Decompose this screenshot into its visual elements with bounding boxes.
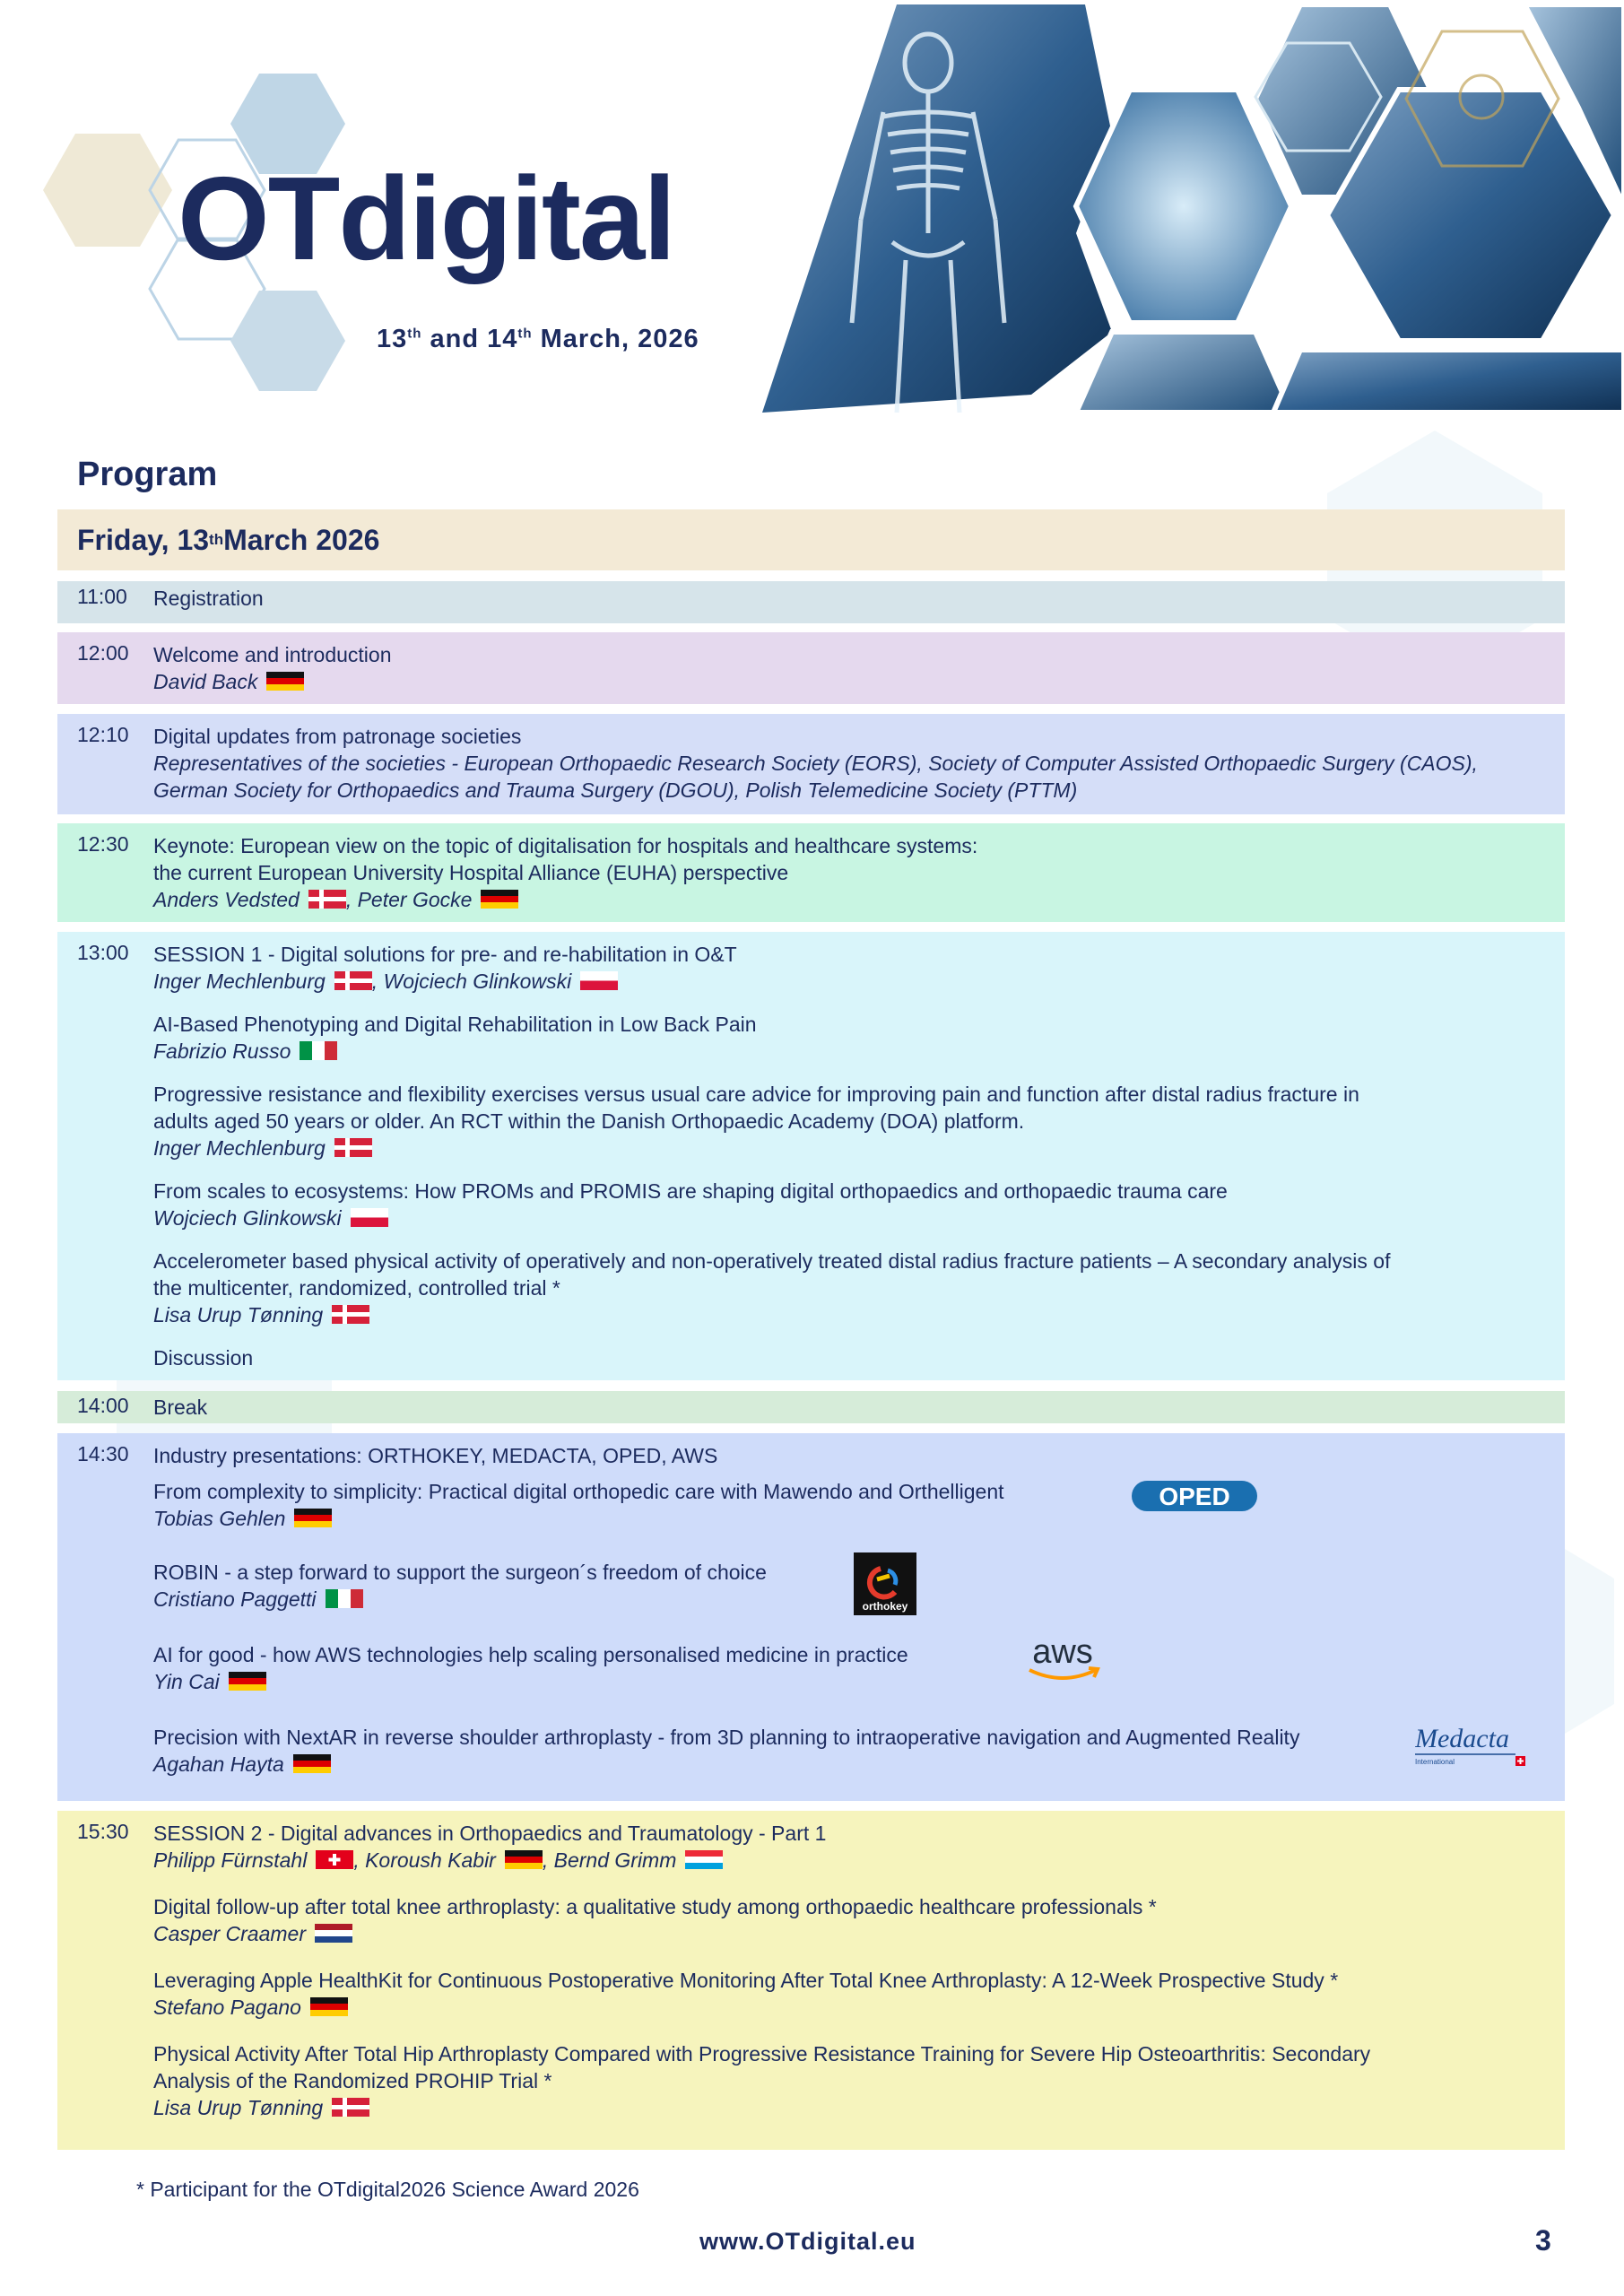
aws-logo [1022,1634,1103,1688]
block-time: 14:30 [77,1442,129,1465]
medacta-logo [1415,1720,1532,1767]
speaker-name: Philipp Fürnstahl [153,1848,308,1872]
program-block [57,1811,1565,2150]
discussion-label: Discussion [153,1346,254,1370]
block-title: Registration [153,587,264,610]
oped-logo [1132,1478,1257,1514]
flag-denmark-icon [332,1305,369,1324]
speaker-line [153,1205,1547,1231]
footnote: * Participant for the OTdigital2026 Science Award 2026 [136,2178,639,2201]
speaker-line [153,1038,1547,1065]
flag-denmark-icon [332,2098,369,2117]
block-subtitle: Representatives of the societies - European Orthopaedic Research Society (EORS), Society of Computer Assisted Orthopaedic Surgery (CAOS), [153,752,1478,775]
speaker-name: Wojciech Glinkowski [153,1206,342,1230]
block-title: Digital updates from patronage societies [153,725,522,748]
speaker-line [153,1668,1547,1695]
speaker-name: Bernd Grimm [553,1848,677,1872]
talk-title: Physical Activity After Total Hip Arthroplasty Compared with Progressive Resistance Training for Severe Hip Osteoarthritis: Secondary [153,2042,1371,2066]
block-time: 12:00 [77,641,129,665]
talk-title: Leveraging Apple HealthKit for Continuous Postoperative Monitoring After Total Knee Arthroplasty: A 12-Week Prospective Study * [153,1969,1339,1992]
speaker-line [153,1301,1547,1328]
speaker-line [153,1751,1547,1778]
logo-hexagon [230,291,345,391]
flag-switzerland-icon [316,1850,353,1869]
talk-title: Digital follow-up after total knee arthroplasty: a qualitative study among orthopaedic healthcare professionals * [153,1895,1157,1918]
program-block [57,932,1565,1380]
logo-wordmark: OTdigital [178,152,674,284]
talk-title: AI-Based Phenotyping and Digital Rehabilitation in Low Back Pain [153,1013,757,1036]
block-title: Keynote: European view on the topic of digitalisation for hospitals and healthcare systems: [153,834,978,857]
block-time: 13:00 [77,941,129,964]
block-title: the current European University Hospital Alliance (EUHA) perspective [153,861,789,884]
session-title: SESSION 2 - Digital advances in Orthopaedics and Traumatology - Part 1 [153,1822,827,1845]
flag-denmark-icon [334,1138,372,1157]
block-time: 14:00 [77,1394,129,1417]
talk-title: Accelerometer based physical activity of operatively and non-operatively treated distal radius fracture patients – A secondary analysis of [153,1249,1391,1273]
orthokey-logo [854,1552,916,1615]
page-number: 3 [1535,2224,1551,2257]
speaker-name: David Back [153,670,258,693]
talk-title: From scales to ecosystems: How PROMs and PROMIS are shaping digital orthopaedics and orthopaedic trauma care [153,1179,1228,1203]
svg-text:International: International [1415,1758,1455,1766]
speaker-name: Inger Mechlenburg [153,1136,326,1160]
talk-title: Progressive resistance and flexibility exercises versus usual care advice for improving pain and function after distal radius fracture in [153,1083,1359,1106]
block-title: Break [153,1396,208,1419]
photo-hexagon [1273,350,1624,413]
speaker-name: Lisa Urup Tønning [153,2096,324,2119]
talk-title: Precision with NextAR in reverse shoulder arthroplasty - from 3D planning to intraoperative navigation and Augmented Reality [153,1726,1300,1749]
flag-germany-icon [310,1997,348,2016]
speaker-name: Cristiano Paggetti [153,1587,317,1611]
talk-title: the multicenter, randomized, controlled trial * [153,1276,560,1300]
flag-italy-icon [300,1041,337,1060]
flag-germany-icon [481,890,518,909]
speaker-name: Koroush Kabir [365,1848,496,1872]
flag-germany-icon [229,1672,266,1691]
photo-hexagon [1076,332,1291,413]
block-time: 11:00 [77,585,127,608]
speaker-line [153,668,1547,695]
speaker-line [153,2094,1547,2121]
flag-poland-icon [580,971,618,990]
program-block [57,632,1565,704]
chairs-line: Inger Mechlenburg , Wojciech Glinkowski [153,968,1547,995]
speaker-name: Fabrizio Russo [153,1039,291,1063]
speaker-line [153,1994,1547,2021]
speaker-name: Agahan Hayta [153,1752,284,1776]
block-title: Industry presentations: ORTHOKEY, MEDACTA, OPED, AWS [153,1444,718,1467]
speaker-name: Lisa Urup Tønning [153,1303,324,1326]
block-title: Welcome and introduction [153,643,392,666]
speaker-name: Peter Gocke [357,888,473,911]
flag-denmark-icon [308,890,346,909]
program-block [57,823,1565,922]
speaker-name: Tobias Gehlen [153,1507,286,1530]
talk-title: AI for good - how AWS technologies help scaling personalised medicine in practice [153,1643,908,1666]
program-block [57,1391,1565,1423]
speaker-line [153,1586,1547,1613]
photo-hexagon-main [762,4,1112,413]
program-block [57,1433,1565,1801]
speaker-line: Anders Vedsted , Peter Gocke [153,886,1547,913]
program-block [57,581,1565,623]
svg-text:orthokey: orthokey [862,1600,908,1613]
program-title: Program [77,456,218,493]
talk-title: Analysis of the Randomized PROHIP Trial * [153,2069,552,2092]
flag-netherlands-icon [315,1924,352,1943]
block-time: 15:30 [77,1820,129,1843]
flag-germany-icon [293,1754,331,1773]
flag-germany-icon [294,1509,332,1527]
flag-poland-icon [351,1208,388,1227]
orthokey-mark-icon [854,1552,916,1615]
speaker-line [153,1505,1547,1532]
flag-denmark-icon [334,971,372,990]
flag-luxembourg-icon [685,1850,723,1869]
flag-germany-icon [266,672,304,691]
block-time: 12:30 [77,832,129,856]
logo-hexagon [43,134,172,247]
talk-title: ROBIN - a step forward to support the surgeon´s freedom of choice [153,1561,767,1584]
speaker-name: Stefano Pagano [153,1996,301,2019]
chairs-line: Philipp Fürnstahl , Koroush Kabir , Bernd Grimm [153,1847,1547,1874]
session-title: SESSION 1 - Digital solutions for pre- and re-habilitation in O&T [153,943,737,966]
speaker-name: Casper Craamer [153,1922,306,1945]
svg-text:OPED: OPED [1159,1483,1230,1510]
block-time: 12:10 [77,723,129,746]
website-link[interactable]: www.OTdigital.eu [699,2228,916,2255]
speaker-line [153,1920,1547,1947]
speaker-line [153,1135,1547,1161]
talk-title: adults aged 50 years or older. An RCT within the Danish Orthopaedic Academy (DOA) platform. [153,1109,1025,1133]
flag-germany-icon [505,1850,543,1869]
speaker-name: Inger Mechlenburg [153,970,326,993]
day-banner: Friday, 13 th March 2026 [57,509,1565,570]
speaker-name: Anders Vedsted [153,888,300,911]
speaker-name: Yin Cai [153,1670,220,1693]
program-block [57,714,1565,814]
flag-italy-icon [326,1589,363,1608]
event-date: 13th and 14th March, 2026 [377,325,699,353]
talk-title: From complexity to simplicity: Practical digital orthopedic care with Mawendo and Orthelligent [153,1480,1004,1503]
block-subtitle: German Society for Orthopaedics and Trauma Surgery (DGOU), Polish Telemedicine Society (PTTM) [153,778,1078,802]
svg-text:aws: aws [1032,1634,1093,1671]
speaker-name: Wojciech Glinkowski [383,970,572,993]
svg-text:Medacta: Medacta [1415,1724,1509,1753]
